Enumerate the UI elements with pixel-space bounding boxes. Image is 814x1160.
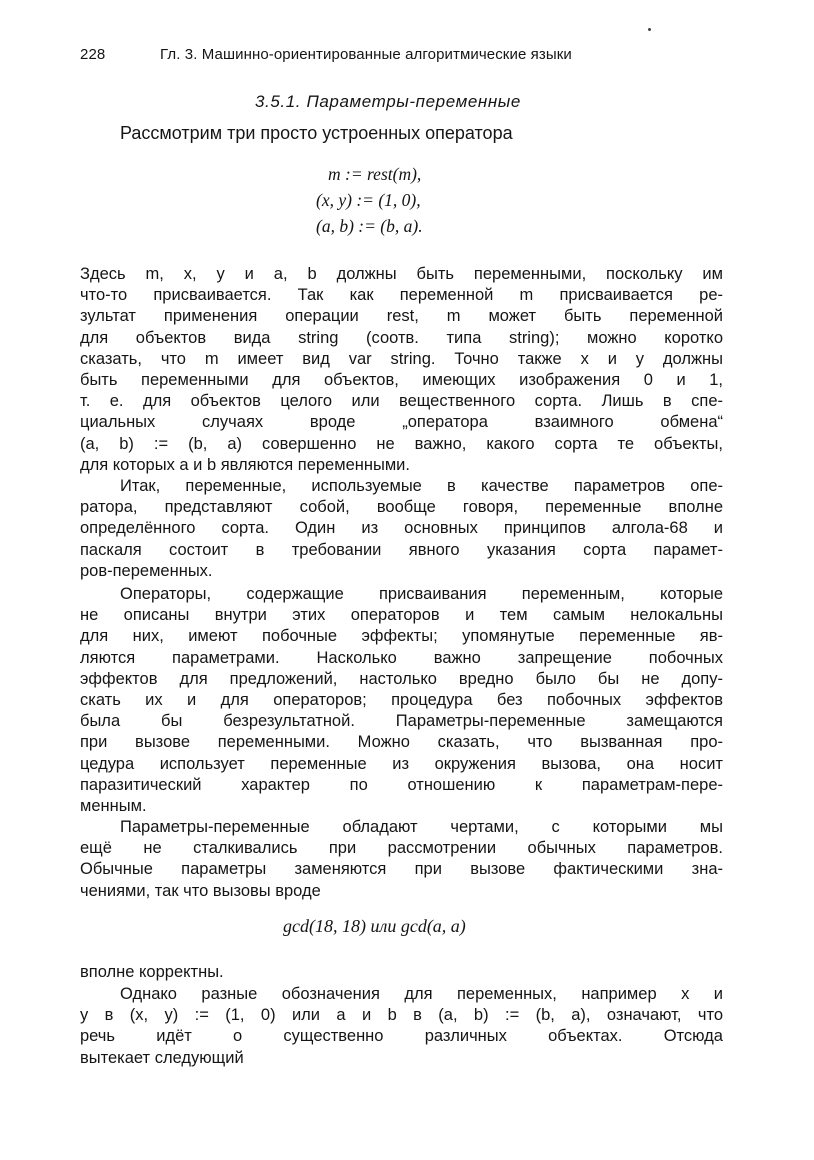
paragraph-5 xyxy=(80,962,723,983)
paragraph-6 xyxy=(80,984,723,1069)
text-line: y в (x, y) := (1, 0) или a и b в (a, b) := (b, a), означают, что xyxy=(80,1006,723,1025)
text-line: ров-переменных. xyxy=(80,561,213,580)
text-line: быть переменными для объектов, имеющих изображения 0 и 1, xyxy=(80,371,723,390)
text-line: для объектов вида string (соотв. типа string); можно коротко xyxy=(80,328,723,347)
formula-line: (a, b) := (b, a). xyxy=(316,216,423,236)
text-line: определённого сорта. Один из основных принципов алгола-68 и xyxy=(80,519,723,538)
text-line: (a, b) := (b, a) совершенно не важно, какого сорта те объекты, xyxy=(80,434,723,453)
text-line: сказать, что m имеет вид var string. Точно также x и y должны xyxy=(80,349,723,368)
text-line: ляются параметрами. Насколько важно запрещение побочных xyxy=(80,648,723,667)
text-line: зультат применения операции rest, m может быть переменной xyxy=(80,307,723,326)
section-title: 3.5.1. Параметры-переменные xyxy=(255,92,521,111)
gcd-formula xyxy=(283,916,466,937)
paragraph-2 xyxy=(80,476,723,582)
text-line: паскаля состоит в требовании явного указания сорта парамет- xyxy=(80,540,723,559)
formula-line: m := rest(m), xyxy=(328,164,422,184)
text-line: менным. xyxy=(80,797,147,816)
paragraph-3 xyxy=(80,584,723,817)
display-formulas xyxy=(316,161,423,239)
paragraph-1 xyxy=(80,264,723,476)
text-line: чениями, так что вызовы вроде xyxy=(80,881,321,900)
text-line: ещё не сталкивались при рассмотрении обычных параметров. xyxy=(80,839,723,858)
text-line: Однако разные обозначения для переменных, например x и xyxy=(120,985,723,1003)
text-line: вытекает следующий xyxy=(80,1048,244,1067)
text-line: речь идёт о существенно различных объектах. Отсюда xyxy=(80,1027,723,1046)
text-line: не описаны внутри этих операторов и тем самым нелокальны xyxy=(80,606,723,625)
text-line: вполне корректны. xyxy=(80,963,224,981)
text-line: Здесь m, x, y и a, b должны быть переменными, поскольку им xyxy=(80,265,723,283)
text-line: Параметры-переменные обладают чертами, с которыми мы xyxy=(120,818,723,836)
intro-line: Рассмотрим три просто устроенных оператора xyxy=(120,123,513,143)
text-line: цедура использует переменные из окружения вызова, она носит xyxy=(80,754,723,773)
text-line: эффектов для предложений, настолько вредно было бы не допу- xyxy=(80,669,723,688)
text-line: ратора, представляют собой, вообще говоря, переменные вполне xyxy=(80,498,723,517)
text-line: скать их и для операторов; процедура без побочных эффектов xyxy=(80,691,723,710)
text-line: Итак, переменные, используемые в качестве параметров опе- xyxy=(120,477,723,495)
text-line: т. е. для объектов целого или вещественного сорта. Лишь в спе- xyxy=(80,392,723,411)
text-line: паразитический характер по отношению к параметрам-пере- xyxy=(80,775,723,794)
text-line: для них, имеют побочные эффекты; упомянутые переменные яв- xyxy=(80,627,723,646)
text-line: Обычные параметры заменяются при вызове фактическими зна- xyxy=(80,860,723,879)
chapter-title: Гл. 3. Машинно-ориентированные алгоритмические языки xyxy=(160,46,572,63)
text-line: циальных случаях вроде „оператора взаимного обмена“ xyxy=(80,413,723,432)
text-line: что-то присваивается. Так как переменной m присваивается ре- xyxy=(80,286,723,305)
running-head xyxy=(80,46,640,63)
scan-speck xyxy=(648,28,651,31)
paragraph-4 xyxy=(80,817,723,902)
formula-text: gcd(18, 18) или gcd(a, a) xyxy=(283,916,466,936)
text-line: была бы безрезультатной. Параметры-переменные замещаются xyxy=(80,712,723,731)
page-number: 228 xyxy=(80,46,106,63)
text-line: Операторы, содержащие присваивания переменным, которые xyxy=(120,585,723,603)
text-line: при вызове переменными. Можно сказать, что вызванная про- xyxy=(80,733,723,752)
formula-line: (x, y) := (1, 0), xyxy=(316,190,421,210)
text-line: для которых a и b являются переменными. xyxy=(80,455,410,474)
